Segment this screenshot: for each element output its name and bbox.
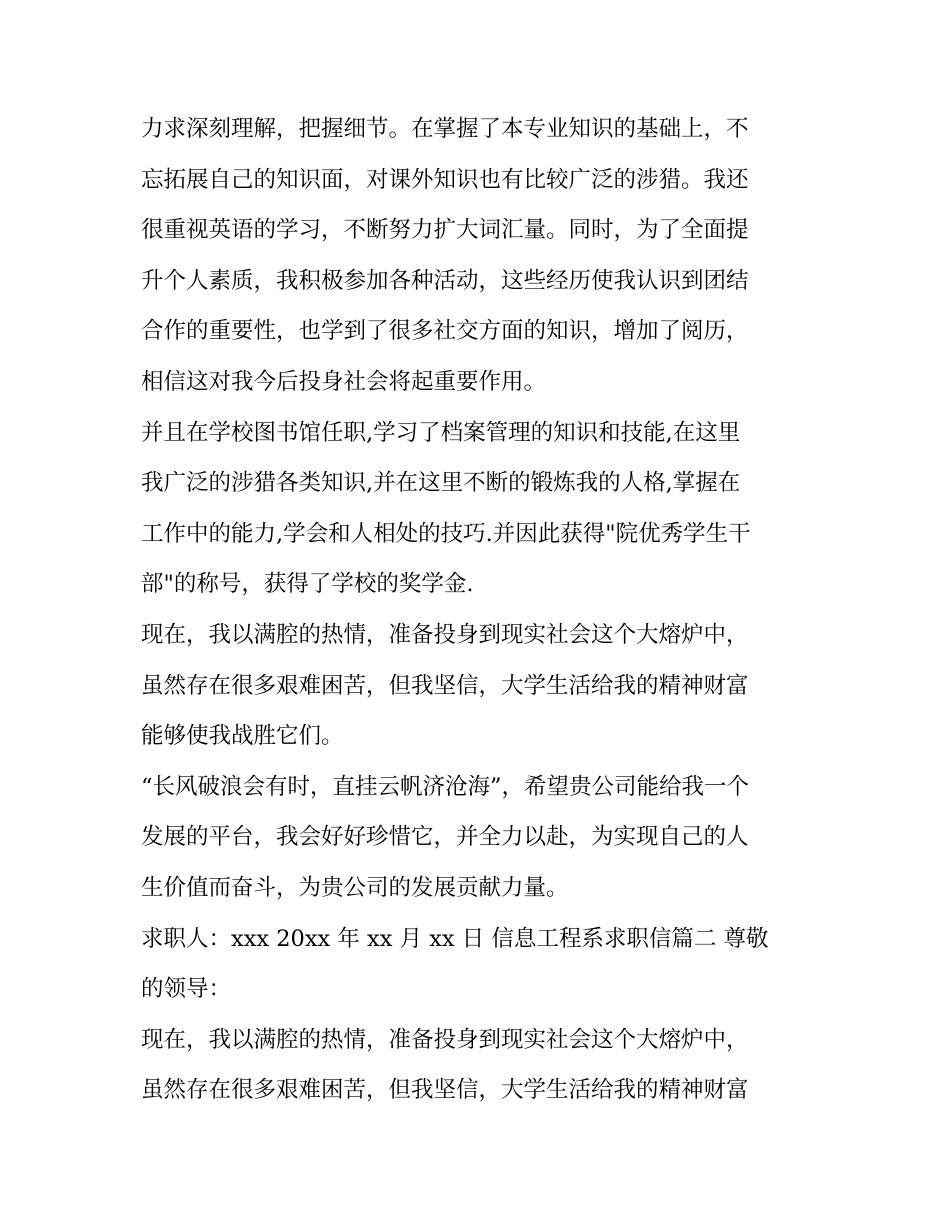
text-line: 现在，我以满腔的热情，准备投身到现实社会这个大熔炉中， bbox=[141, 621, 749, 648]
text-line: 合作的重要性，也学到了很多社交方面的知识，增加了阅历， bbox=[141, 318, 749, 345]
paragraph-enthusiasm bbox=[141, 610, 821, 762]
text-line: 力求深刻理解，把握细节。在掌握了本专业知识的基础上，不 bbox=[141, 116, 749, 142]
document-body bbox=[141, 104, 821, 1116]
text-line: 我广泛的涉猎各类知识,并在这里不断的锻炼我的人格,掌握在 bbox=[141, 470, 741, 497]
text-line: 能够使我战胜它们。 bbox=[141, 723, 344, 750]
paragraph-study bbox=[141, 104, 821, 408]
text-line: 升个人素质，我积极参加各种活动，这些经历使我认识到团结 bbox=[141, 267, 749, 294]
text-line: 并且在学校图书馆任职,学习了档案管理的知识和技能,在这里 bbox=[141, 419, 741, 446]
paragraph-library bbox=[141, 408, 821, 610]
text-line: 相信这对我今后投身社会将起重要作用。 bbox=[141, 368, 547, 395]
text-line: 求职人：xxx 20xx 年 xx 月 xx 日 信息工程系求职信篇二 尊敬 bbox=[141, 925, 769, 952]
text-line: 虽然存在很多艰难困苦，但我坚信，大学生活给我的精神财富 bbox=[141, 1077, 749, 1104]
text-line: 发展的平台，我会好好珍惜它，并全力以赴，为实现自己的人 bbox=[141, 824, 749, 851]
paragraph-quote bbox=[141, 762, 821, 914]
text-line: 部"的称号，获得了学校的奖学金. bbox=[141, 571, 474, 598]
text-line: 很重视英语的学习，不断努力扩大词汇量。同时，为了全面提 bbox=[141, 217, 749, 244]
text-line: 忘拓展自己的知识面，对课外知识也有比较广泛的涉猎。我还 bbox=[141, 166, 749, 193]
text-line: 的领导： bbox=[141, 976, 232, 1003]
paragraph-signature bbox=[141, 914, 821, 1015]
text-line: 虽然存在很多艰难困苦，但我坚信，大学生活给我的精神财富 bbox=[141, 672, 749, 699]
text-line: 工作中的能力,学会和人相处的技巧.并因此获得"院优秀学生干 bbox=[141, 520, 751, 547]
paragraph-enthusiasm-repeat bbox=[141, 1015, 821, 1116]
text-line: 现在，我以满腔的热情，准备投身到现实社会这个大熔炉中， bbox=[141, 1026, 749, 1053]
text-line: “长风破浪会有时，直挂云帆济沧海”，希望贵公司能给我一个 bbox=[141, 773, 750, 800]
text-line: 生价值而奋斗，为贵公司的发展贡献力量。 bbox=[141, 874, 569, 901]
